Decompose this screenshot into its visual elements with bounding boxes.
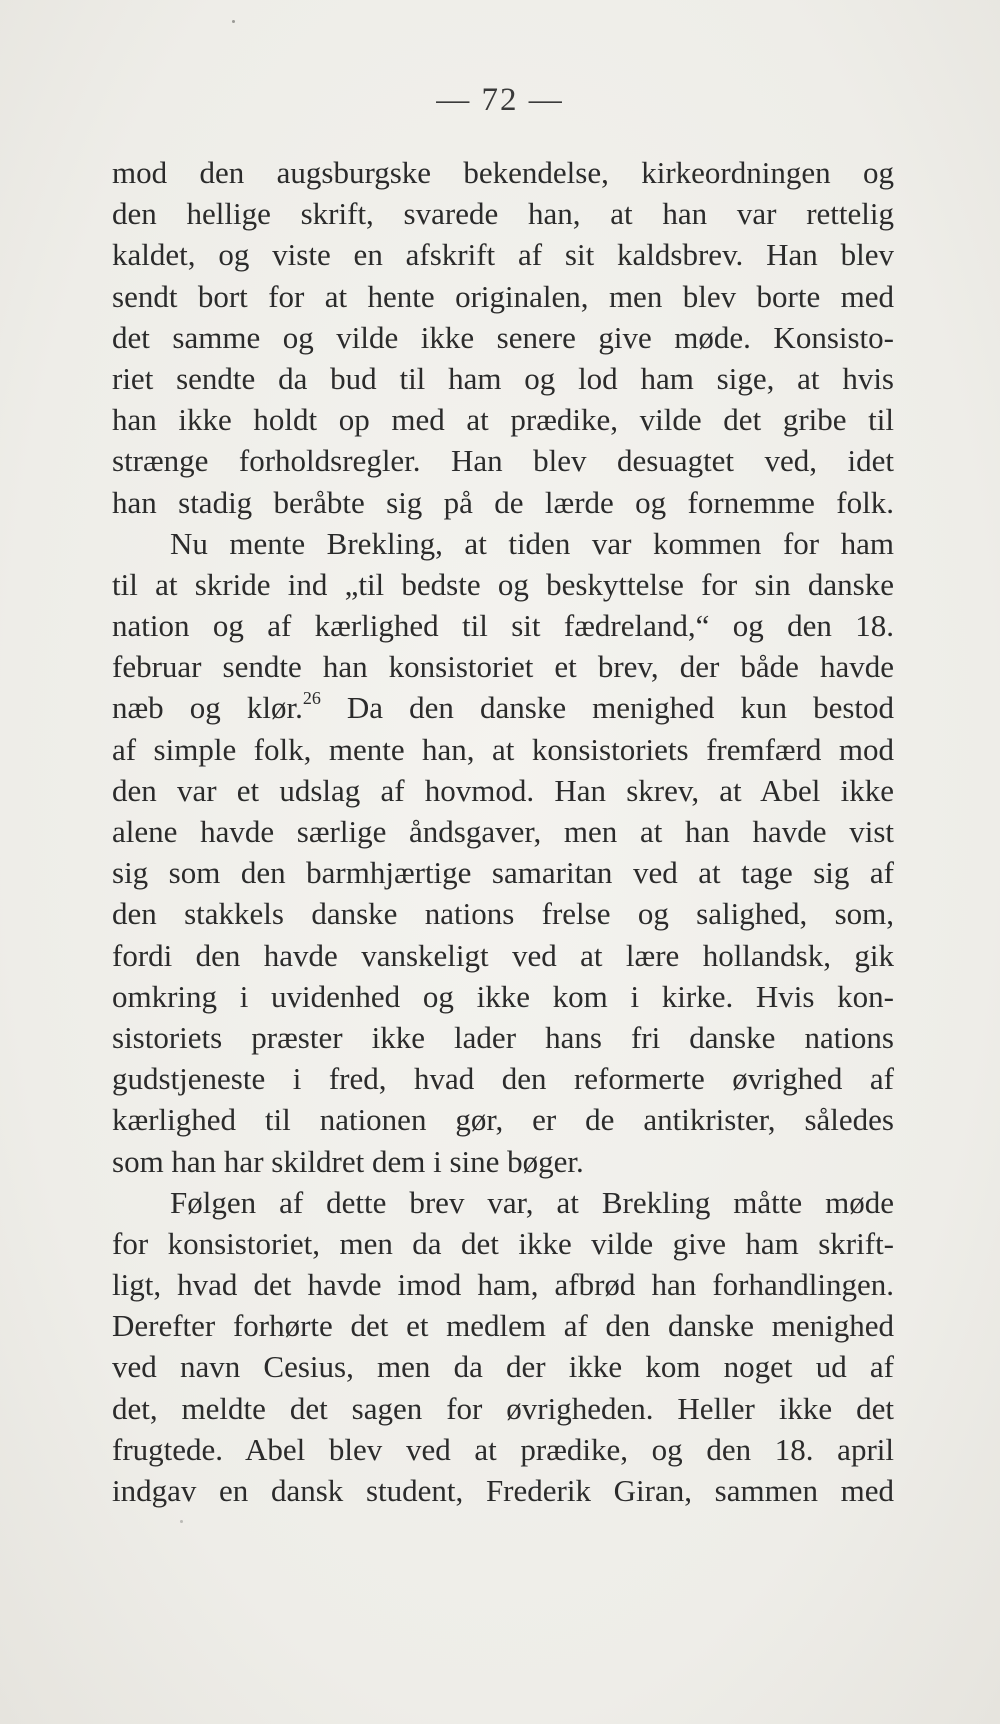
text-line: kærlighed til nationen gør, er de antikrister, således (112, 1102, 894, 1138)
paper-speck (232, 20, 235, 23)
text-line: den var et udslag af hovmod. Han skrev, at Abel ikke (112, 772, 894, 808)
text-line: ligt, hvad det havde imod ham, afbrød han forhandlingen. (112, 1267, 894, 1303)
text-line: strænge forholdsregler. Han blev desuagtet ved, idet (112, 443, 894, 479)
text-line: han ikke holdt op med at prædike, vilde det gribe til (112, 402, 894, 438)
text-line: det samme og vilde ikke senere give møde. Konsisto- (112, 319, 894, 355)
text-line: han stadig beråbte sig på de lærde og fornemme folk. (112, 484, 894, 520)
text-line: den stakkels danske nations frelse og salighed, som, (112, 896, 894, 932)
text-line: Derefter forhørte det et medlem af den danske menighed (112, 1308, 894, 1344)
text-line: sig som den barmhjærtige samaritan ved at tage sig af (112, 855, 894, 891)
text-line: frugtede. Abel blev ved at prædike, og den 18. april (112, 1431, 894, 1467)
paragraph (112, 523, 894, 1182)
body-text (112, 152, 894, 1511)
text-line: Følgen af dette brev var, at Brekling måtte møde (170, 1184, 894, 1220)
text-line: mod den augsburgske bekendelse, kirkeordningen og (112, 155, 894, 190)
page-number: — 72 — (436, 82, 564, 118)
text-line: indgav en dansk student, Frederik Giran, sammen med (112, 1473, 894, 1508)
text-line: sistoriets præster ikke lader hans fri danske nations (112, 1019, 894, 1055)
text-line: februar sendte han konsistoriet et brev, der både havde (112, 649, 894, 685)
paper-speck (180, 1520, 183, 1523)
text-line: sendt bort for at hente originalen, men blev borte med (112, 278, 894, 314)
text-line: kaldet, og viste en afskrift af sit kaldsbrev. Han blev (112, 237, 894, 273)
text-line: den hellige skrift, svarede han, at han var rettelig (112, 196, 894, 232)
text-line: riet sendte da bud til ham og lod ham sige, at hvis (112, 360, 894, 396)
text-line: gudstjeneste i fred, hvad den reformerte øvrighed af (112, 1061, 894, 1097)
text-line: ved navn Cesius, men da der ikke kom noget ud af (112, 1349, 894, 1385)
text-line: af simple folk, mente han, at konsistoriets fremfærd mod (112, 731, 894, 767)
paragraph (112, 152, 894, 523)
text-line-with-footnote (112, 687, 894, 728)
text-line: fordi den havde vanskeligt ved at lære hollandsk, gik (112, 937, 894, 973)
text-line: det, meldte det sagen for øvrigheden. Heller ikke det (112, 1390, 894, 1426)
text-line: alene havde særlige åndsgaver, men at han havde vist (112, 814, 894, 849)
text-segment: næb og klør. (112, 690, 303, 726)
footnote-reference: 26 (302, 688, 321, 709)
paragraph (112, 1182, 894, 1512)
text-line: til at skride ind „til bedste og beskyttelse for sin danske (112, 566, 894, 602)
text-line: som han har skildret dem i sine bøger. (112, 1143, 584, 1179)
text-line: Nu mente Brekling, at tiden var kommen for ham (170, 525, 894, 561)
text-line: omkring i uvidenhed og ikke kom i kirke. Hvis kon- (112, 978, 894, 1014)
text-line: for konsistoriet, men da det ikke vilde give ham skrift- (112, 1225, 894, 1261)
text-line: nation og af kærlighed til sit fædreland,“ og den 18. (112, 608, 894, 644)
text-segment: Da den danske menighed kun bestod (346, 690, 895, 726)
